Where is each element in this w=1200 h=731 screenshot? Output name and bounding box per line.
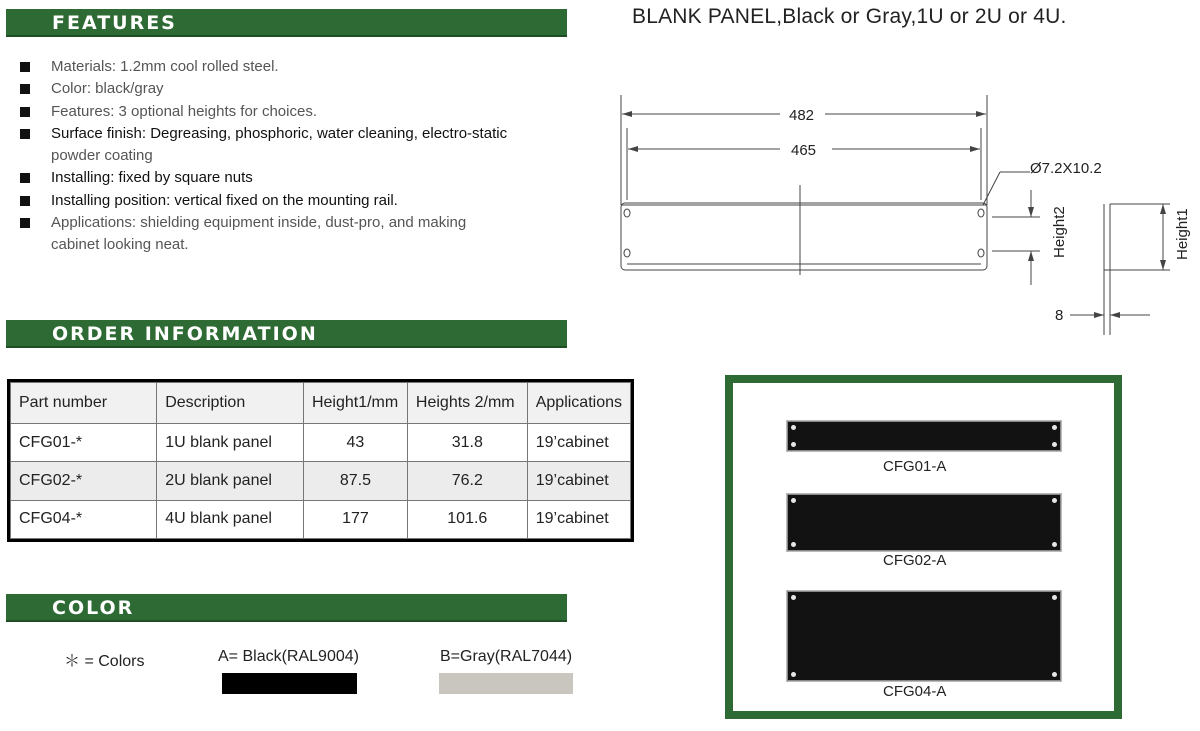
dim-465-label: 465 [791,142,817,159]
mount-hole-icon [1052,442,1057,447]
table-cell: 101.6 [407,500,527,538]
panel-4u-label: CFG04-A [883,683,947,700]
bullet-square-icon [20,173,30,183]
panel-4u-image [787,591,1061,681]
color-header: COLOR [6,594,567,622]
bullet-square-icon [20,218,30,228]
bullet-square-icon [20,196,30,206]
order-table [7,379,634,542]
mount-hole-icon [1052,542,1057,547]
color-b-swatch [439,673,573,694]
table-cell: 87.5 [303,462,407,500]
table-row [11,500,631,538]
features-header: FEATURES [6,9,567,37]
mount-hole-icon [791,595,796,600]
bullet-square-icon [20,107,30,117]
feature-item: Color: black/gray [20,78,560,100]
dim-hole-label: Ø7.2X10.2 [1030,160,1102,177]
bullet-square-icon [20,129,30,139]
feature-item: Materials: 1.2mm cool rolled steel. [20,56,560,78]
panel-2u-label: CFG02-A [883,552,947,569]
mount-hole-icon [791,672,796,677]
table-cell: CFG04-* [11,500,157,538]
table-cell: 31.8 [407,424,527,462]
table-row [11,424,631,462]
dim-height1-label: Height1 [1174,208,1191,260]
feature-item: Installing: fixed by square nuts [20,167,560,189]
table-header-row [11,383,631,424]
color-legend: ＊ = Colors [64,653,145,670]
order-header: ORDER INFORMATION [6,320,567,348]
mount-hole-icon [791,498,796,503]
table-cell: 1U blank panel [157,424,304,462]
mount-hole-icon [791,442,796,447]
table-cell: CFG02-* [11,462,157,500]
mount-hole-icon [1052,595,1057,600]
column-header: Description [157,383,304,424]
table-cell: 19’cabinet [527,500,630,538]
panel-2u-image [787,494,1061,551]
mount-hole-icon [1052,425,1057,430]
bullet-square-icon [20,84,30,94]
feature-item: Applications: shielding equipment inside, dust-pro, and making cabinet looking neat. [20,212,560,257]
feature-item: Surface finish: Degreasing, phosphoric, water cleaning, electro-static powder coating [20,123,560,168]
mount-hole-icon [791,425,796,430]
column-header: Applications [527,383,630,424]
feature-item: Installing position: vertical fixed on the mounting rail. [20,190,560,212]
table-cell: 43 [303,424,407,462]
column-header: Heights 2/mm [407,383,527,424]
table-row [11,462,631,500]
color-a-label: A= Black(RAL9004) [218,648,359,665]
technical-drawing [600,85,1200,345]
table-cell: 177 [303,500,407,538]
table-cell: 76.2 [407,462,527,500]
dim-8-label: 8 [1055,307,1064,324]
dim-482-label: 482 [789,107,815,124]
bullet-square-icon [20,62,30,72]
table-cell: 4U blank panel [157,500,304,538]
page-title: BLANK PANEL,Black or Gray,1U or 2U or 4U. [632,5,1067,28]
mount-hole-icon [791,542,796,547]
feature-item: Features: 3 optional heights for choices. [20,101,560,123]
mount-hole-icon [1052,672,1057,677]
panel-1u-image [787,421,1061,451]
color-b-label: B=Gray(RAL7044) [440,648,573,665]
panel-1u-label: CFG01-A [883,458,947,475]
table-cell: 19’cabinet [527,462,630,500]
product-photo-frame [725,375,1122,719]
column-header: Height1/mm [303,383,407,424]
features-list [20,56,560,257]
color-a-swatch [222,673,357,694]
column-header: Part number [11,383,157,424]
table-cell: 19’cabinet [527,424,630,462]
table-cell: CFG01-* [11,424,157,462]
table-cell: 2U blank panel [157,462,304,500]
mount-hole-icon [1052,498,1057,503]
dim-height2-label: Height2 [1051,206,1068,258]
